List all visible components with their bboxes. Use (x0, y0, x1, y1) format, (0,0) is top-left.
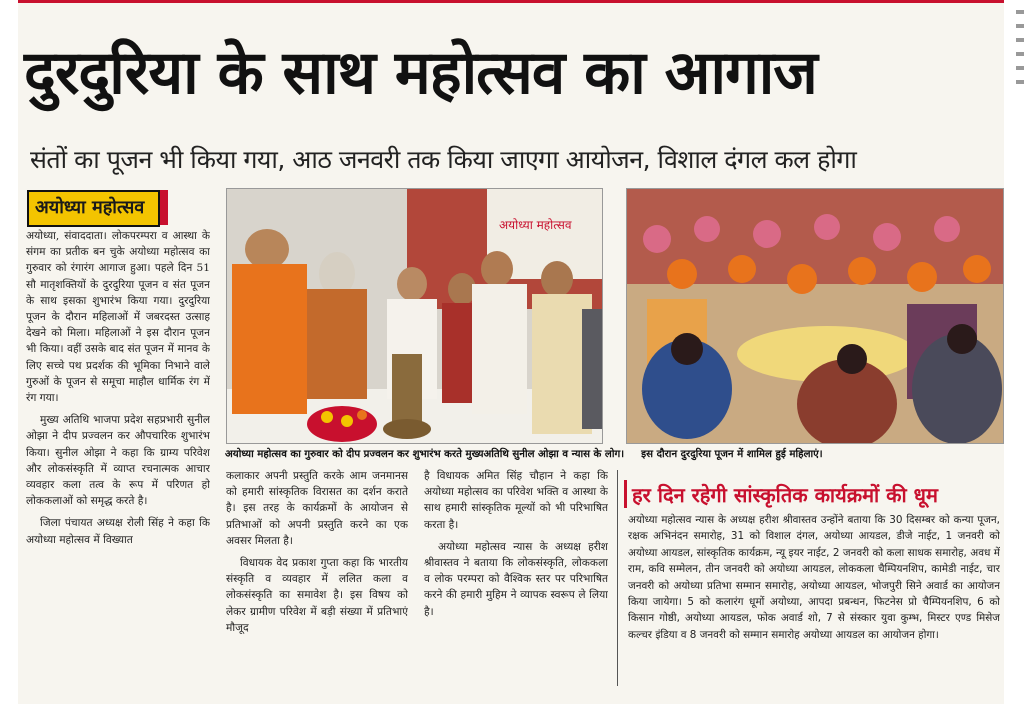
section-accent-bar (624, 480, 627, 508)
article-column-2 (226, 468, 408, 690)
caption-left: अयोध्या महोत्सव का गुरुवार को दीप प्रज्वलन कर शुभारंभ करते मुख्यअतिथि सुनील ओझा व न्यास के लोग। (225, 449, 625, 460)
photo-durduriya-puja (626, 188, 1004, 444)
headline: दुरदुरिया के साथ महोत्सव का आगाज (24, 38, 817, 108)
adjacent-page-strip (1004, 0, 1026, 704)
photo-durduriya-puja-image (627, 189, 1003, 443)
caption-right: इस दौरान दुरदुरिया पूजन में शामिल हुई महिलाएं। (641, 449, 823, 460)
column-divider (617, 470, 618, 686)
photo-captions (225, 447, 1003, 463)
top-rule (0, 0, 1026, 3)
section-kicker: अयोध्या महोत्सव (27, 190, 160, 227)
section-body-text: अयोध्या महोत्सव न्यास के अध्यक्ष हरीश श्रीवास्तव उन्होंने बताया कि 30 दिसम्बर को कन्या पूजन, रक्षक अभिनंदन समारोह, 31 को विशाल दंगल, अयोध्या आयडल, डीजे नाईट, 1 जनवरी को अयोध्या आयडल, सांस्कृतिक कार्यक्रम, न्यू इयर नाईट, 2 जनवरी को कला साधक समारोह, अवध में राम, कवि सम्मेलन, तीन जनवरी को अयोध्या आयडल, लोककला चैम्पियनशिप, कामेडी नाईट, चार जनवरी को अयोध्या प्रतिभा सम्मान समारोह, अयोध्या आयडल, भोजपुरी सिने अवार्ड का आयोजन किया जायेगा। 5 को कलारंग धूमों अयोध्या, आपदा प्रबन्धन, फिटनेस प्रो चैम्पियनशिप, 6 को किसान गोष्ठी, अयोध्या आयडल, फोक अवार्ड शो, 7 से संस्कार युवा कुम्भ, मिस्टर एण्ड मिसेज कल्चर इंडिया व 8 जनवरी को सम्मान समारोह अयोध्या आयडल का आयोजन होगा। (628, 514, 1000, 641)
article-column-1 (26, 228, 210, 690)
section-body (628, 512, 1000, 690)
section-heading: हर दिन रहेगी सांस्कृतिक कार्यक्रमों की धूम (632, 483, 938, 507)
article-column-3 (424, 468, 608, 690)
column3-paragraph-2: अयोध्या महोत्सव न्यास के अध्यक्ष हरीश श्रीवास्तव ने बताया कि लोकसंस्कृति, लोककला व लोक परम्परा को वैश्विक स्तर पर परिभाषित करने की हमारी मुहिम ने व्यापक स्वरूप ले लिया है। (424, 540, 608, 618)
next-headline-cutoff (150, 692, 1010, 704)
page-margin-left (0, 0, 18, 704)
column1-paragraph-1: अयोध्या, संवाददाता। लोकपरम्परा व आस्था के संगम का प्रतीक बन चुके अयोध्या महोत्सव का गुरुवार को रंगारंग आगाज हुआ। पहले दिन 51 सौ मातृशक्तियों के दुरदुरिया पूजन व संत पूजन के साथ इसका शुभारंभ किया गया। दुरदुरिया पूजन के दौरान महिलाओं में जबरदस्त उत्साह देखने को मिला। महिलाओं ने इस दौरान पूजन भी किया। वहीं उसके बाद संत पूजन में मानव के लिए सच्चे पथ प्रदर्शक की भूमिका निभाने वाले गुरुओं के पूजन से समूचा माहौल धार्मिक रंग में रंग गया। (26, 230, 210, 405)
column1-paragraph-3: जिला पंचायत अध्यक्ष रोली सिंह ने कहा कि अयोध्या महोत्सव में विख्यात (26, 517, 210, 546)
photo-banner-text: अयोध्या महोत्सव (499, 218, 572, 232)
subheadline: संतों का पूजन भी किया गया, आठ जनवरी तक किया जाएगा आयोजन, विशाल दंगल कल होगा (30, 145, 857, 174)
column3-paragraph-1: है विधायक अमित सिंह चौहान ने कहा कि अयोध्या महोत्सव का परिवेश भक्ति व आस्था के साथ हमारी सांस्कृतिक मूल्यों को भी परिभाषित करता है। (424, 470, 608, 531)
column2-paragraph-2: विधायक वेद प्रकाश गुप्ता कहा कि भारतीय संस्कृति व व्यवहार में ललित कला व लोकसंस्कृति का समावेश है। इस विषय को लेकर ग्रामीण परिवेश में बड़ी संख्या में प्रतिभाएं मौजूद (226, 557, 408, 634)
column2-paragraph-1: कलाकार अपनी प्रस्तुति करके आम जनमानस को हमारी सांस्कृतिक विरासत का दर्शन कराते है। इस तरह के कार्यक्रमों के आयोजन से प्रतिभाओं को अपनी प्रस्तुति करने का एक अवसर मिलता है। (226, 470, 408, 547)
photo-lamp-lighting-image (227, 189, 602, 443)
column1-paragraph-2: मुख्य अतिथि भाजपा प्रदेश सहप्रभारी सुनील ओझा ने दीप प्रज्वलन कर औपचारिक शुभारंभ किया। सुनील ओझा ने कहा कि ग्राम्य परिवेश और लोकसंस्कृति में व्याप्त रचनात्मक आचार व्यवहार कला तत्व के रूप में परिणत हो लोककलाओं को समृद्ध करते है। (26, 414, 210, 508)
photo-lamp-lighting (226, 188, 603, 444)
